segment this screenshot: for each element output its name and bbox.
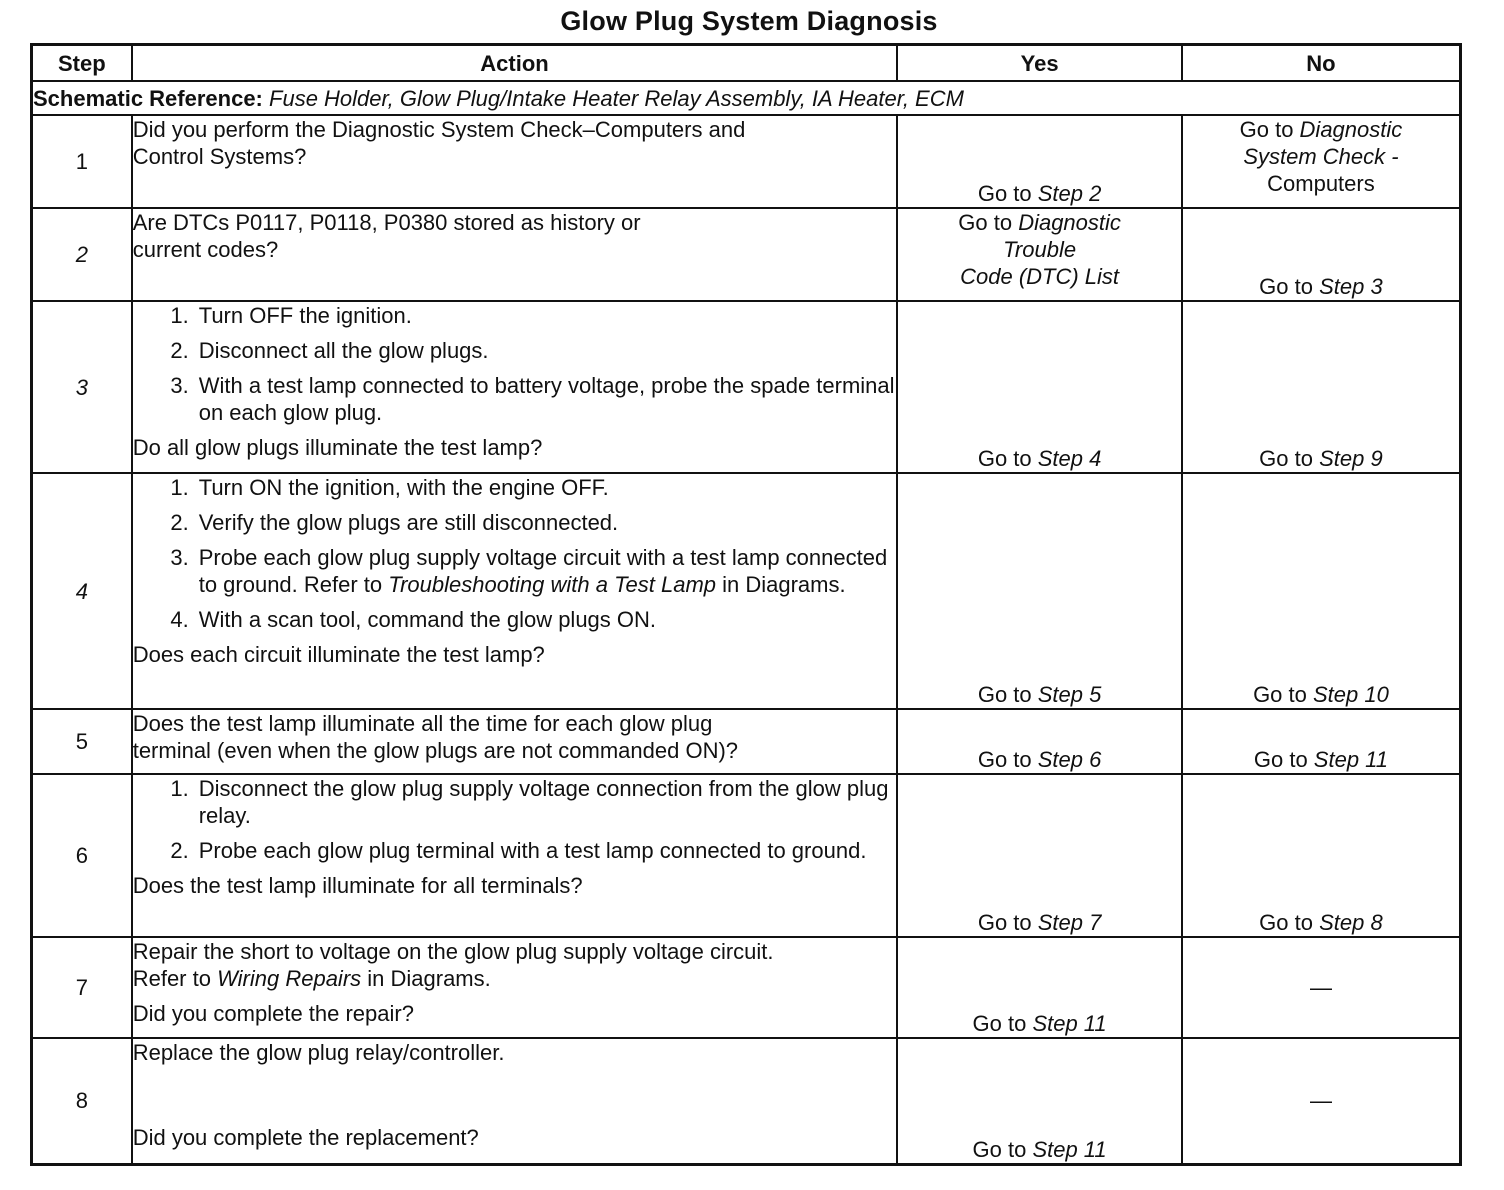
table-row <box>32 709 1461 774</box>
reference-text: Fuse Holder, Glow Plug/Intake Heater Relay Assembly, IA Heater, ECM <box>269 85 964 111</box>
yes-prefix: Go to <box>977 682 1038 707</box>
header-yes: Yes <box>897 45 1182 82</box>
step-number: 8 <box>32 1038 132 1164</box>
action-line: Control Systems? <box>132 144 307 169</box>
step-number: 1 <box>32 115 132 208</box>
no-cell <box>1182 1038 1461 1164</box>
list-item: 1. Turn OFF the ignition. <box>170 303 412 328</box>
step-number: 4 <box>32 473 132 709</box>
action-line: current codes? <box>132 237 279 262</box>
no-cell <box>1182 115 1461 208</box>
header-action: Action <box>132 45 898 82</box>
action-question: Did you complete the replacement? <box>132 1125 479 1150</box>
no-cell <box>1182 473 1461 709</box>
step-number: 3 <box>32 301 132 473</box>
action-text: Repair the short to voltage on the glow plug supply voltage circuit. Refer to Wiring Repairs in Diagrams. <box>132 939 774 991</box>
step-number: 6 <box>32 774 132 937</box>
no-cell <box>1182 208 1461 301</box>
action-question: Did you complete the repair? <box>132 1001 414 1026</box>
no-link[interactable]: Diagnostic <box>1299 117 1403 142</box>
yes-cell <box>897 937 1182 1038</box>
no-cell <box>1182 937 1461 1038</box>
no-cell <box>1182 301 1461 473</box>
list-item: 4. With a scan tool, command the glow plugs ON. <box>170 607 657 632</box>
yes-prefix: Go to <box>958 210 1019 235</box>
table-row <box>32 774 1461 937</box>
list-item: 3. Probe each glow plug supply voltage circuit with a test lamp connected to ground. Refer to Troubleshooting with a Test Lamp in Diagrams. <box>170 545 888 597</box>
action-cell <box>132 937 898 1038</box>
table-row <box>32 1038 1461 1164</box>
no-dash: — <box>1309 1088 1332 1114</box>
action-question: Does each circuit illuminate the test lamp? <box>132 642 545 667</box>
reference-label: Schematic Reference: <box>33 85 263 111</box>
no-cell <box>1182 774 1461 937</box>
action-line: Does the test lamp illuminate all the time for each glow plug <box>132 711 713 736</box>
yes-link[interactable]: Step 7 <box>1037 910 1102 935</box>
no-link[interactable]: Step 11 <box>1313 747 1389 772</box>
no-cell <box>1182 709 1461 774</box>
action-cell <box>132 301 898 473</box>
yes-prefix: Go to <box>977 181 1038 206</box>
table-row <box>32 937 1461 1038</box>
no-prefix: Go to <box>1259 446 1320 471</box>
no-prefix: Go to <box>1259 910 1320 935</box>
yes-cell <box>897 774 1182 937</box>
wiring-repairs-link[interactable]: Wiring Repairs <box>217 966 362 991</box>
yes-cell <box>897 709 1182 774</box>
yes-link[interactable]: Step 11 <box>1032 1011 1107 1036</box>
table-row <box>32 208 1461 301</box>
action-text <box>133 116 897 170</box>
action-cell <box>132 473 898 709</box>
yes-cell <box>897 473 1182 709</box>
yes-cell <box>897 115 1182 208</box>
table-row <box>32 301 1461 473</box>
action-steps <box>133 302 897 426</box>
page-title: Glow Plug System Diagnosis <box>560 6 938 36</box>
yes-link[interactable]: Step 2 <box>1037 181 1102 206</box>
yes-prefix: Go to <box>977 910 1038 935</box>
action-line: Are DTCs P0117, P0118, P0380 stored as history or <box>132 210 641 235</box>
no-prefix: Go to <box>1253 747 1314 772</box>
yes-link[interactable]: Step 6 <box>1037 747 1102 772</box>
yes-prefix: Go to <box>972 1011 1033 1036</box>
action-line: Did you perform the Diagnostic System Check–Computers and <box>132 117 746 142</box>
header-row <box>32 45 1461 82</box>
yes-cell <box>897 208 1182 301</box>
no-link[interactable]: Step 9 <box>1319 446 1383 471</box>
header-step: Step <box>32 45 132 82</box>
no-dash: — <box>1309 975 1332 1000</box>
no-link[interactable]: Step 3 <box>1319 274 1383 299</box>
action-question: Does the test lamp illuminate for all terminals? <box>132 873 583 898</box>
list-item: 2. Probe each glow plug terminal with a test lamp connected to ground. <box>170 838 867 863</box>
yes-link[interactable]: Step 4 <box>1037 446 1102 471</box>
action-text <box>133 209 897 263</box>
no-link[interactable]: Step 8 <box>1319 910 1383 935</box>
table-row <box>32 115 1461 208</box>
no-prefix: Go to <box>1253 682 1313 707</box>
troubleshooting-link[interactable]: Troubleshooting with a Test Lamp <box>388 572 717 597</box>
yes-prefix: Go to <box>977 446 1038 471</box>
no-link[interactable]: Step 10 <box>1312 682 1389 707</box>
yes-prefix: Go to <box>972 1136 1033 1162</box>
header-no: No <box>1182 45 1461 82</box>
yes-prefix: Go to <box>977 747 1038 772</box>
action-line: terminal (even when the glow plugs are not commanded ON)? <box>132 738 739 763</box>
table-row <box>32 473 1461 709</box>
action-cell <box>132 774 898 937</box>
yes-link[interactable]: Code (DTC) List <box>960 264 1120 289</box>
diagnosis-table <box>30 43 1462 1166</box>
reference-row <box>32 81 1461 115</box>
action-cell <box>132 208 898 301</box>
action-cell <box>132 1038 898 1164</box>
no-link[interactable]: System Check - <box>1243 144 1399 169</box>
action-steps <box>133 775 897 864</box>
step-number: 7 <box>32 937 132 1038</box>
list-item: 2. Disconnect all the glow plugs. <box>170 338 489 363</box>
yes-link[interactable]: Diagnostic <box>1018 210 1121 235</box>
yes-cell <box>897 1038 1182 1164</box>
yes-link[interactable]: Step 5 <box>1037 682 1102 707</box>
yes-link[interactable]: Step 11 <box>1032 1136 1107 1162</box>
list-item: 1. Disconnect the glow plug supply voltage connection from the glow plug relay. <box>170 776 889 828</box>
no-prefix: Go to <box>1259 274 1320 299</box>
schematic-reference <box>32 81 1461 115</box>
action-question: Do all glow plugs illuminate the test lamp? <box>132 435 543 460</box>
list-item: 1. Turn ON the ignition, with the engine OFF. <box>170 475 609 500</box>
action-text: Replace the glow plug relay/controller. <box>132 1040 505 1065</box>
step-number: 2 <box>32 208 132 301</box>
action-cell <box>132 709 898 774</box>
action-steps <box>133 474 897 633</box>
no-prefix: Go to <box>1239 117 1300 142</box>
yes-cell <box>897 301 1182 473</box>
step-number: 5 <box>32 709 132 774</box>
yes-link[interactable]: Trouble <box>1003 237 1077 262</box>
list-item: 3. With a test lamp connected to battery voltage, probe the spade terminal on each glow plug. <box>170 373 895 425</box>
no-suffix: Computers <box>1267 171 1375 196</box>
list-item: 2. Verify the glow plugs are still disconnected. <box>170 510 619 535</box>
action-cell <box>132 115 898 208</box>
